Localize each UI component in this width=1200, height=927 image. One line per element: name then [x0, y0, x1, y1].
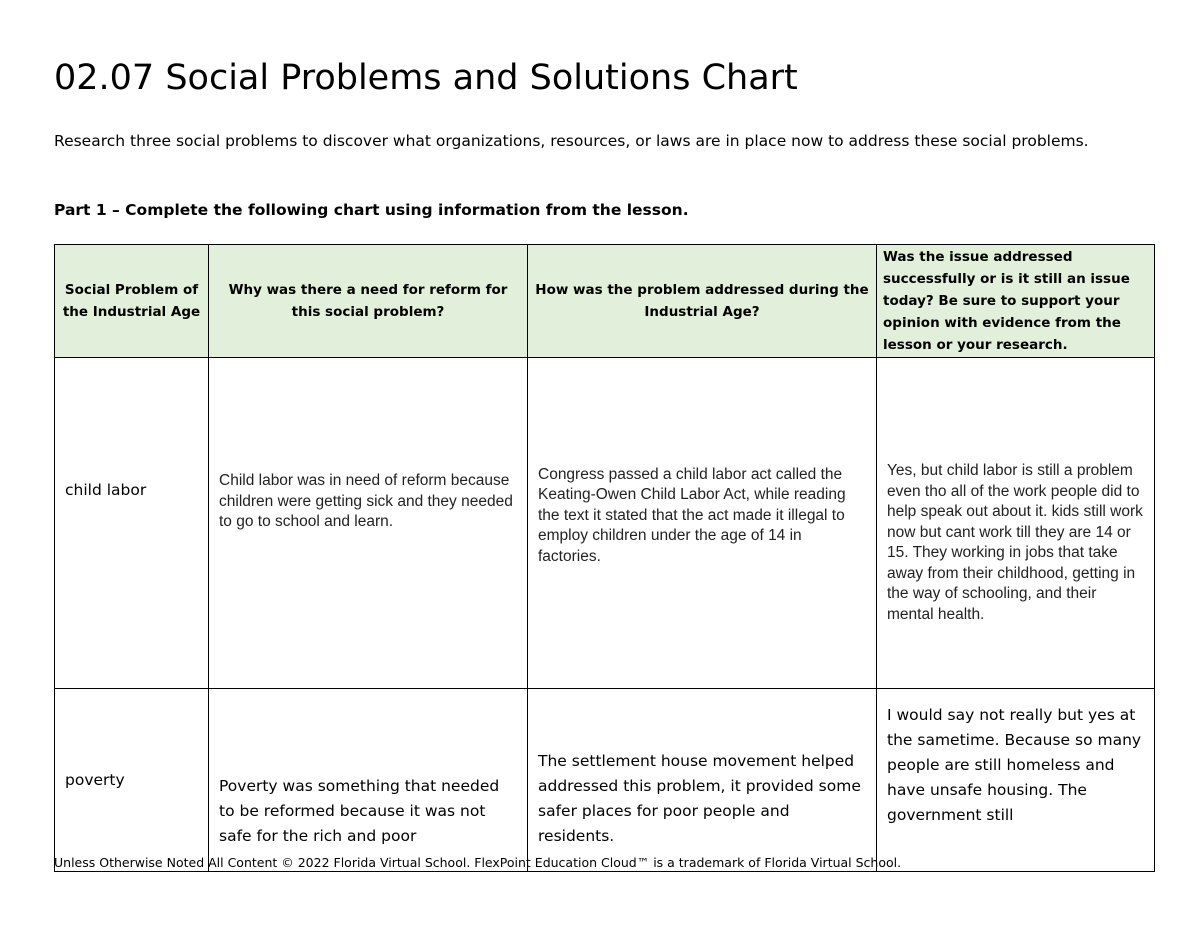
- intro-paragraph: Research three social problems to discover what organizations, resources, or laws are in place now to address these social problems.: [54, 132, 1089, 150]
- need-cell: [209, 358, 528, 689]
- header-addressed-successfully: Was the issue addressed successfully or is it still an issue today? Be sure to support your opinion with evidence from the lesson or your research.: [877, 245, 1155, 358]
- success-text: Yes, but child labor is still a problem even tho all of the work people did to help speak out about it. kids still work now but cant work till they are 14 or 15. They working in jobs that take away from their childhood, getting in the way of schooling, and their mental health.: [887, 462, 1143, 623]
- table-header-row: [55, 245, 1155, 358]
- addressed-cell: [528, 358, 877, 689]
- need-text: Child labor was in need of reform because children were getting sick and they needed to go to school and learn.: [219, 472, 513, 531]
- table-row: [55, 358, 1155, 689]
- addressed-text: Congress passed a child labor act called the Keating-Owen Child Labor Act, while reading the text it stated that the act made it illegal to employ children under the age of 14 in factories.: [538, 465, 846, 565]
- need-text: Poverty was something that needed to be reformed because it was not safe for the rich and poor: [219, 777, 500, 845]
- copyright-footer: Unless Otherwise Noted All Content © 2022 Florida Virtual School. FlexPoint Education Cloud™ is a trademark of Florida Virtual School.: [54, 855, 902, 870]
- addressed-cell: [528, 689, 877, 872]
- problem-text: child labor: [65, 481, 147, 499]
- part-heading: Part 1 – Complete the following chart using information from the lesson.: [54, 201, 689, 219]
- document-title: 02.07 Social Problems and Solutions Chart: [54, 58, 798, 98]
- need-cell: [209, 689, 528, 872]
- problems-solutions-table: [54, 244, 1155, 872]
- success-cell: [877, 689, 1155, 872]
- addressed-text: The settlement house movement helped addressed this problem, it provided some safer places for poor people and residents.: [538, 752, 861, 845]
- problem-cell: [55, 358, 209, 689]
- header-how-addressed: How was the problem addressed during the Industrial Age?: [528, 245, 877, 358]
- success-text: I would say not really but yes at the sametime. Because so many people are still homeless and have unsafe housing. The government still: [887, 706, 1142, 824]
- problem-cell: [55, 689, 209, 872]
- problem-text: poverty: [65, 771, 125, 789]
- header-need-for-reform: Why was there a need for reform for this social problem?: [209, 245, 528, 358]
- header-social-problem: Social Problem of the Industrial Age: [55, 245, 209, 358]
- table-row: [55, 689, 1155, 872]
- success-cell: [877, 358, 1155, 689]
